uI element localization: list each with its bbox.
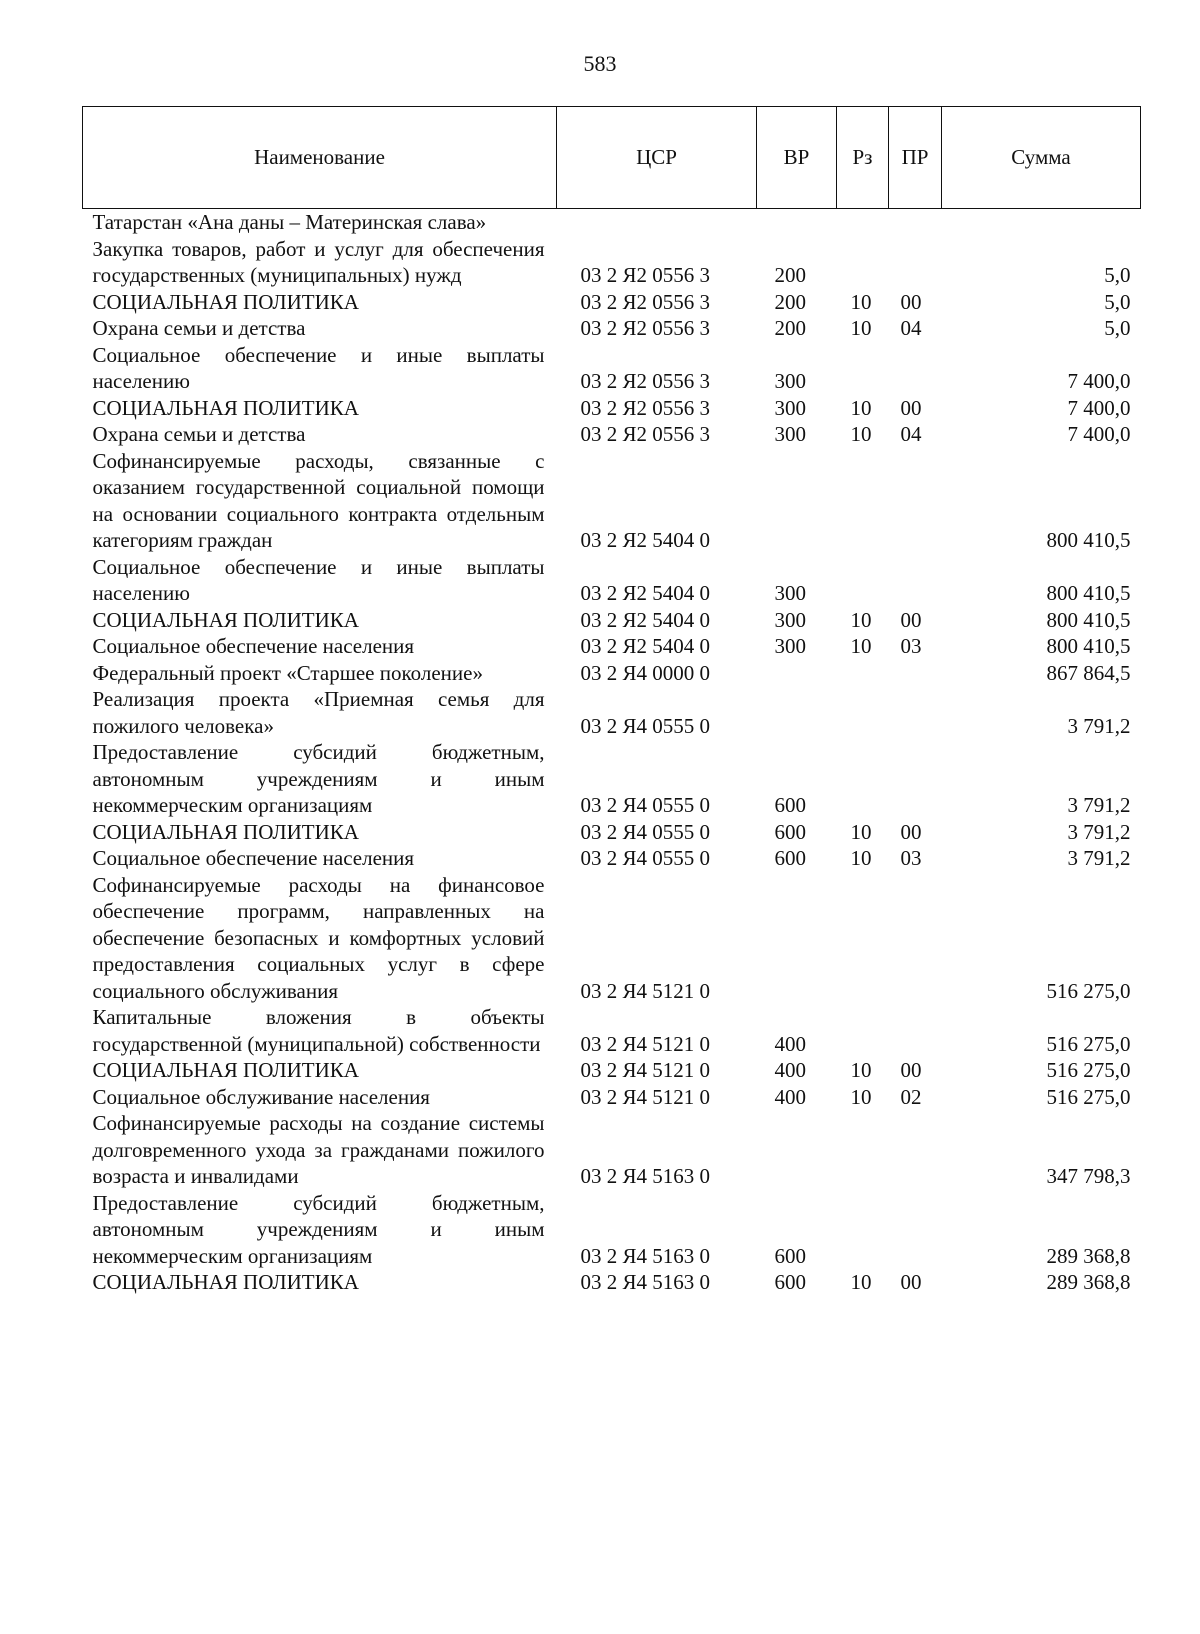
vr-cell: 600 [774,1270,806,1294]
rz-cell [837,448,889,554]
pr-cell: 00 [900,395,922,420]
vr-cell: 400 [774,1058,806,1082]
csr-cell: 03 2 Я4 5121 0 [580,1031,711,1056]
pr-cell: 00 [900,1058,922,1082]
csr-cell: 03 2 Я4 0555 0 [580,819,711,844]
pr-cell: 00 [900,607,922,632]
rz-cell [837,739,889,819]
page-number: 583 [583,51,617,76]
table-row [83,872,1141,1005]
table-row [83,819,1141,846]
table-row [83,395,1141,422]
pr-cell: 02 [900,1084,922,1109]
table-row [83,1190,1141,1270]
rz-cell [837,1110,889,1190]
rz-cell: 10 [850,607,872,632]
sum-cell: 3 791,2 [1067,793,1131,817]
csr-cell: 03 2 Я2 5404 0 [580,581,711,605]
pr-cell [889,1190,942,1270]
csr-cell: 03 2 Я4 0555 0 [580,793,711,817]
pr-cell [889,872,942,1005]
vr-cell [757,660,837,687]
vr-cell [757,686,837,739]
rz-cell: 10 [850,634,872,658]
rz-cell [837,554,889,607]
csr-cell: 03 2 Я4 5163 0 [580,1164,711,1188]
csr-cell [557,209,757,236]
table-row [83,845,1141,872]
csr-cell: 03 2 Я2 0556 3 [580,395,711,420]
pr-cell: 04 [900,316,922,340]
table-row [83,660,1141,687]
sum-cell: 7 400,0 [1067,422,1131,446]
sum-cell: 800 410,5 [1046,634,1131,658]
csr-cell: 03 2 Я2 0556 3 [580,316,711,340]
budget-table [82,106,1141,1296]
name-cell: Социальное обеспечение и иные выплаты населению [92,554,545,605]
rz-cell: 10 [850,316,872,340]
vr-cell [757,209,837,236]
sum-cell: 516 275,0 [1046,1084,1131,1109]
sum-cell: 3 791,2 [1067,846,1131,870]
vr-cell [757,872,837,1005]
sum-cell: 3 791,2 [1067,819,1131,844]
name-cell: СОЦИАЛЬНАЯ ПОЛИТИКА [92,289,359,314]
rz-cell: 10 [850,819,872,844]
pr-cell: 03 [900,634,922,658]
vr-cell: 200 [774,289,806,314]
vr-cell [757,448,837,554]
name-cell: Закупка товаров, работ и услуг для обеспечения государственных (муниципальных) нужд [92,236,545,287]
vr-cell: 400 [774,1031,806,1056]
pr-cell [889,1004,942,1057]
header-rz: Рз [837,107,889,209]
csr-cell: 03 2 Я4 0000 0 [580,660,711,685]
table-row [83,607,1141,634]
name-cell: Охрана семьи и детства [92,422,306,446]
name-cell: Предоставление субсидий бюджетным, автономным учреждениям и иным некоммерческим организациям [92,1190,545,1268]
table-row [83,236,1141,289]
pr-cell [889,209,942,236]
table-row [83,315,1141,342]
table-header [83,107,1141,209]
csr-cell: 03 2 Я2 5404 0 [580,634,711,658]
csr-cell: 03 2 Я2 0556 3 [580,263,711,287]
name-cell: Социальное обеспечение населения [92,634,415,658]
table-row [83,209,1141,236]
table-row [83,421,1141,448]
vr-cell: 300 [774,634,806,658]
vr-cell: 600 [774,793,806,817]
header-vr: ВР [757,107,837,209]
rz-cell [837,236,889,289]
rz-cell: 10 [850,395,872,420]
rz-cell [837,209,889,236]
name-cell: Предоставление субсидий бюджетным, автономным учреждениям и иным некоммерческим организациям [92,740,545,817]
table-row [83,1084,1141,1111]
rz-cell: 10 [850,289,872,314]
pr-cell [889,660,942,687]
table-row [83,633,1141,660]
sum-cell: 7 400,0 [1067,395,1131,420]
table-row [83,1269,1141,1296]
vr-cell: 300 [774,369,806,393]
vr-cell: 200 [774,263,806,287]
header-pr: ПР [889,107,942,209]
sum-cell: 5,0 [1104,263,1131,287]
pr-cell [889,342,942,395]
rz-cell [837,1004,889,1057]
pr-cell [889,236,942,289]
rz-cell: 10 [850,1084,872,1109]
pr-cell [889,739,942,819]
name-cell: Софинансируемые расходы на финансовое обеспечение программ, направленных на обеспечение безопасных и комфортных условий предоставления социальных услуг в сфере социального обслуживания [92,872,545,1003]
pr-cell [889,448,942,554]
csr-cell: 03 2 Я2 0556 3 [580,369,711,393]
vr-cell: 300 [774,395,806,420]
rz-cell: 10 [850,1270,872,1294]
sum-cell: 800 410,5 [1046,581,1131,605]
rz-cell: 10 [850,1058,872,1082]
csr-cell: 03 2 Я4 5121 0 [580,1058,711,1082]
name-cell: СОЦИАЛЬНАЯ ПОЛИТИКА [92,819,359,844]
sum-cell: 516 275,0 [1046,978,1131,1003]
table-row [83,342,1141,395]
name-cell: Социальное обеспечение и иные выплаты населению [92,342,545,393]
vr-cell: 400 [774,1084,806,1109]
header-row [83,107,1141,209]
pr-cell: 04 [900,422,922,446]
rz-cell [837,872,889,1005]
vr-cell [757,1110,837,1190]
csr-cell: 03 2 Я4 5121 0 [580,1084,711,1109]
rz-cell [837,686,889,739]
csr-cell: 03 2 Я4 5163 0 [580,1243,711,1268]
csr-cell: 03 2 Я4 0555 0 [580,846,711,870]
pr-cell [889,554,942,607]
table-row [83,289,1141,316]
pr-cell: 00 [900,1270,922,1294]
name-cell: Социальное обеспечение населения [92,846,415,870]
vr-cell: 600 [774,819,806,844]
sum-cell: 5,0 [1104,316,1131,340]
sum-cell: 7 400,0 [1067,369,1131,393]
sum-cell: 5,0 [1104,289,1131,314]
name-cell: СОЦИАЛЬНАЯ ПОЛИТИКА [92,607,359,632]
name-cell: Капитальные вложения в объекты государственной (муниципальной) собственности [92,1005,545,1056]
table-row [83,739,1141,819]
csr-cell: 03 2 Я4 5121 0 [580,978,711,1003]
table-row [83,554,1141,607]
name-cell: Федеральный проект «Старшее поколение» [92,660,483,685]
sum-cell: 289 368,8 [1046,1270,1131,1294]
sum-cell: 347 798,3 [1046,1164,1131,1188]
csr-cell: 03 2 Я4 5163 0 [580,1270,711,1294]
pr-cell [889,686,942,739]
name-cell: СОЦИАЛЬНАЯ ПОЛИТИКА [92,1058,359,1082]
table-row [83,1110,1141,1190]
pr-cell: 00 [900,819,922,844]
vr-cell: 200 [774,316,806,340]
name-cell: Софинансируемые расходы на создание системы долговременного ухода за гражданами пожилого возраста и инвалидами [92,1111,545,1188]
rz-cell [837,1190,889,1270]
pr-cell: 03 [900,846,922,870]
rz-cell: 10 [850,846,872,870]
header-name: Наименование [83,107,557,209]
name-cell: Социальное обслуживание населения [92,1084,430,1109]
sum-cell: 289 368,8 [1046,1243,1131,1268]
csr-cell: 03 2 Я2 0556 3 [580,422,711,446]
sum-cell: 800 410,5 [1046,528,1131,552]
name-cell: СОЦИАЛЬНАЯ ПОЛИТИКА [92,395,359,420]
header-sum: Сумма [942,107,1141,209]
rz-cell: 10 [850,422,872,446]
sum-cell: 516 275,0 [1046,1031,1131,1056]
table-row [83,1057,1141,1084]
pr-cell [889,1110,942,1190]
table-row [83,686,1141,739]
vr-cell: 300 [774,607,806,632]
table-body [83,209,1141,1296]
csr-cell: 03 2 Я2 5404 0 [580,528,711,552]
table-row [83,448,1141,554]
vr-cell: 600 [774,846,806,870]
csr-cell: 03 2 Я2 5404 0 [580,607,711,632]
rz-cell [837,342,889,395]
name-cell: Охрана семьи и детства [92,316,306,340]
sum-cell: 800 410,5 [1046,607,1131,632]
vr-cell: 300 [774,422,806,446]
table-row [83,1004,1141,1057]
name-cell: Татарстан «Ана даны – Материнская слава» [92,210,487,234]
name-cell: Реализация проекта «Приемная семья для пожилого человека» [92,687,545,738]
name-cell: СОЦИАЛЬНАЯ ПОЛИТИКА [92,1270,359,1294]
sum-cell: 867 864,5 [1046,660,1131,685]
name-cell: Софинансируемые расходы, связанные с оказанием государственной социальной помощи на основании социального контракта отдельным категориям граждан [92,448,545,552]
pr-cell: 00 [900,289,922,314]
sum-cell [942,209,1141,236]
sum-cell: 516 275,0 [1046,1058,1131,1082]
csr-cell: 03 2 Я4 0555 0 [580,713,711,738]
vr-cell: 600 [774,1243,806,1268]
rz-cell [837,660,889,687]
csr-cell: 03 2 Я2 0556 3 [580,289,711,314]
vr-cell: 300 [774,581,806,605]
sum-cell: 3 791,2 [1067,713,1131,738]
header-csr: ЦСР [557,107,757,209]
